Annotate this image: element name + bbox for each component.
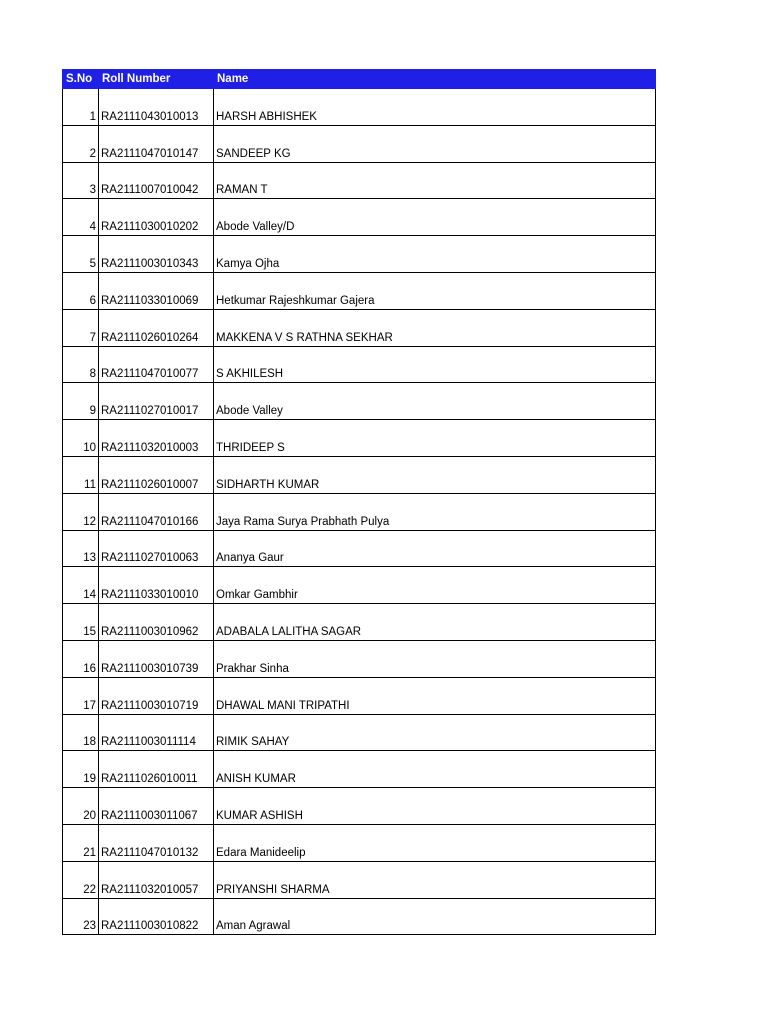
table-row: [63, 861, 656, 898]
sno-cell: 14: [63, 567, 99, 604]
name-cell: RAMAN T: [214, 162, 656, 199]
roll-number-cell: RA2111026010007: [99, 456, 214, 493]
sno-cell: 3: [63, 162, 99, 199]
table-row: [63, 898, 656, 935]
sno-cell: 4: [63, 199, 99, 236]
roll-number-cell: RA2111047010077: [99, 346, 214, 383]
sno-cell: 10: [63, 420, 99, 457]
student-table: [62, 69, 656, 935]
name-cell: DHAWAL MANI TRIPATHI: [214, 677, 656, 714]
name-cell: Abode Valley/D: [214, 199, 656, 236]
roll-number-cell: RA2111027010063: [99, 530, 214, 567]
sno-cell: 5: [63, 236, 99, 273]
sno-cell: 15: [63, 604, 99, 641]
roll-number-cell: RA2111003010719: [99, 677, 214, 714]
sno-cell: 23: [63, 898, 99, 935]
roll-number-cell: RA2111032010003: [99, 420, 214, 457]
name-cell: Omkar Gambhir: [214, 567, 656, 604]
roll-number-cell: RA2111026010264: [99, 309, 214, 346]
table-row: [63, 714, 656, 751]
name-cell: SIDHARTH KUMAR: [214, 456, 656, 493]
roll-number-cell: RA2111003010343: [99, 236, 214, 273]
roll-number-cell: RA2111047010147: [99, 125, 214, 162]
table-row: [63, 89, 656, 126]
sno-cell: 21: [63, 824, 99, 861]
name-cell: Edara Manideelip: [214, 824, 656, 861]
name-cell: ADABALA LALITHA SAGAR: [214, 604, 656, 641]
table-row: [63, 346, 656, 383]
table-row: [63, 456, 656, 493]
roll-number-cell: RA2111030010202: [99, 199, 214, 236]
sno-cell: 7: [63, 309, 99, 346]
sno-cell: 18: [63, 714, 99, 751]
table-row: [63, 493, 656, 530]
name-cell: SANDEEP KG: [214, 125, 656, 162]
name-cell: Jaya Rama Surya Prabhath Pulya: [214, 493, 656, 530]
table-row: [63, 420, 656, 457]
name-cell: Kamya Ojha: [214, 236, 656, 273]
sno-cell: 22: [63, 861, 99, 898]
table-header: [63, 70, 656, 89]
header-sno: S.No: [63, 70, 99, 89]
table-row: [63, 640, 656, 677]
name-cell: KUMAR ASHISH: [214, 788, 656, 825]
name-cell: RIMIK SAHAY: [214, 714, 656, 751]
roll-number-cell: RA2111033010010: [99, 567, 214, 604]
table-row: [63, 125, 656, 162]
table-row: [63, 530, 656, 567]
table-row: [63, 236, 656, 273]
name-cell: Prakhar Sinha: [214, 640, 656, 677]
roll-number-cell: RA2111047010166: [99, 493, 214, 530]
sno-cell: 20: [63, 788, 99, 825]
sno-cell: 2: [63, 125, 99, 162]
sno-cell: 19: [63, 751, 99, 788]
roll-number-cell: RA2111033010069: [99, 272, 214, 309]
sno-cell: 1: [63, 89, 99, 126]
table-row: [63, 604, 656, 641]
roll-number-cell: RA2111003011067: [99, 788, 214, 825]
roll-number-cell: RA2111043010013: [99, 89, 214, 126]
table-row: [63, 199, 656, 236]
roll-number-cell: RA2111007010042: [99, 162, 214, 199]
sno-cell: 16: [63, 640, 99, 677]
roll-number-cell: RA2111032010057: [99, 861, 214, 898]
table-row: [63, 567, 656, 604]
sno-cell: 9: [63, 383, 99, 420]
roll-number-cell: RA2111003010822: [99, 898, 214, 935]
roll-number-cell: RA2111003010962: [99, 604, 214, 641]
name-cell: ANISH KUMAR: [214, 751, 656, 788]
roll-number-cell: RA2111027010017: [99, 383, 214, 420]
table-row: [63, 309, 656, 346]
table-body: [63, 89, 656, 935]
sno-cell: 13: [63, 530, 99, 567]
table-row: [63, 162, 656, 199]
name-cell: THRIDEEP S: [214, 420, 656, 457]
roll-number-cell: RA2111026010011: [99, 751, 214, 788]
roll-number-cell: RA2111047010132: [99, 824, 214, 861]
table-row: [63, 788, 656, 825]
name-cell: Ananya Gaur: [214, 530, 656, 567]
sno-cell: 11: [63, 456, 99, 493]
sno-cell: 17: [63, 677, 99, 714]
header-name: Name: [214, 70, 656, 89]
name-cell: PRIYANSHI SHARMA: [214, 861, 656, 898]
sno-cell: 6: [63, 272, 99, 309]
sno-cell: 12: [63, 493, 99, 530]
table-row: [63, 677, 656, 714]
name-cell: MAKKENA V S RATHNA SEKHAR: [214, 309, 656, 346]
name-cell: HARSH ABHISHEK: [214, 89, 656, 126]
name-cell: Abode Valley: [214, 383, 656, 420]
name-cell: S AKHILESH: [214, 346, 656, 383]
name-cell: Aman Agrawal: [214, 898, 656, 935]
table-row: [63, 824, 656, 861]
sno-cell: 8: [63, 346, 99, 383]
table-row: [63, 383, 656, 420]
roll-number-cell: RA2111003010739: [99, 640, 214, 677]
table-row: [63, 751, 656, 788]
roll-number-cell: RA2111003011114: [99, 714, 214, 751]
header-roll-number: Roll Number: [99, 70, 214, 89]
name-cell: Hetkumar Rajeshkumar Gajera: [214, 272, 656, 309]
header-row: [63, 70, 656, 89]
table-row: [63, 272, 656, 309]
